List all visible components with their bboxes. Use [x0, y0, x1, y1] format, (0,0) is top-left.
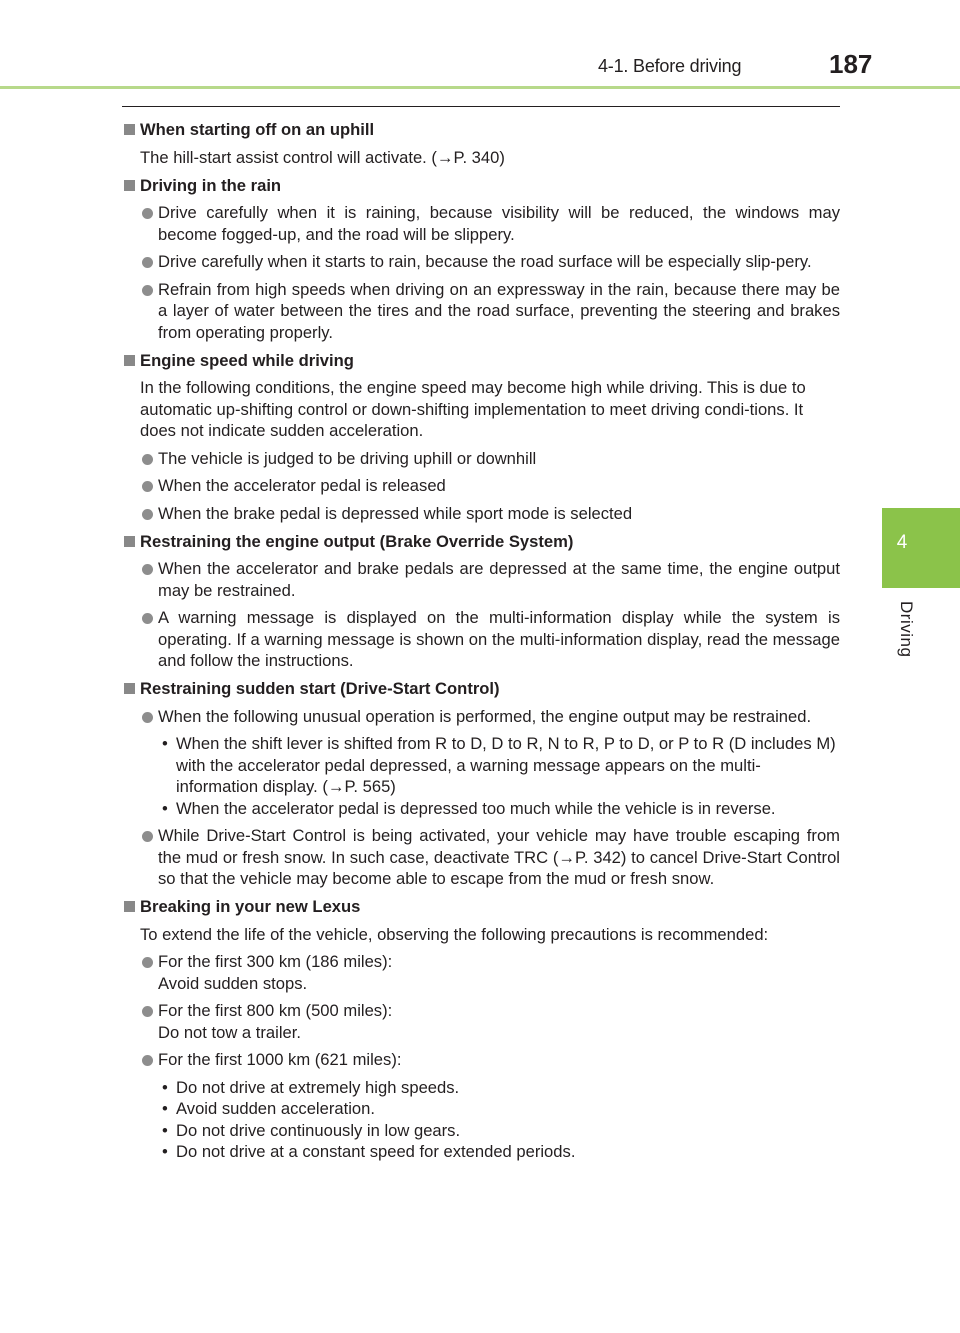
circle-bullet-icon: [142, 831, 153, 842]
section-paragraph: In the following conditions, the engine speed may become high while driving. This is due to automatic up-shifting control or down-shifting implementation to meet driving condi-tions. It does not indicate sudden acceleration.: [140, 378, 806, 440]
list-item: When the accelerator and brake pedals are depressed at the same time, the engine output may be restrained.: [122, 558, 840, 601]
circle-bullet-icon: [142, 285, 153, 296]
circle-bullet-icon: [142, 1055, 153, 1066]
square-bullet-icon: [124, 683, 135, 694]
section-header: 4-1. Before driving: [598, 56, 742, 76]
list-item: Drive carefully when it is raining, because visibility will be reduced, the windows may become fogged-up, and the road will be slippery.: [122, 202, 840, 245]
section-paragraph: The hill-start assist control will activate. (→P. 340): [140, 147, 505, 167]
square-bullet-icon: [124, 536, 135, 547]
page-content: [122, 119, 840, 1169]
circle-bullet-icon: [142, 208, 153, 219]
section-title: When starting off on an uphill: [122, 119, 840, 141]
section-uphill: [122, 119, 840, 168]
list-item: Drive carefully when it starts to rain, because the road surface will be especially slip-pery.: [122, 251, 840, 273]
circle-bullet-icon: [142, 1006, 153, 1017]
small-dot-icon: •: [162, 798, 168, 818]
square-bullet-icon: [124, 124, 135, 135]
list-item: The vehicle is judged to be driving uphill or downhill: [122, 448, 840, 470]
section-paragraph: To extend the life of the vehicle, observing the following precautions is recommended:: [140, 924, 769, 944]
square-bullet-icon: [124, 901, 135, 912]
sub-list: [122, 733, 840, 819]
section-title: Driving in the rain: [122, 175, 840, 197]
chapter-number: 4: [896, 532, 908, 553]
list-item: When the brake pedal is depressed while sport mode is selected: [122, 503, 840, 525]
section-title: Engine speed while driving: [122, 350, 840, 372]
sub-list-item: • When the shift lever is shifted from R to D, D to R, N to R, P to D, or P to R (D includes M) with the accelerator pedal depressed, a warning message appears on the multi-information display. (→P. 565): [162, 734, 836, 796]
circle-bullet-icon: [142, 613, 153, 624]
list-item: A warning message is displayed on the multi-information display while the system is operating. If a warning message is shown on the multi-information display, read the message and follow the instructions.: [122, 607, 840, 672]
square-bullet-icon: [124, 180, 135, 191]
section-title: Breaking in your new Lexus: [122, 896, 840, 918]
small-dot-icon: •: [162, 1099, 168, 1118]
square-bullet-icon: [124, 355, 135, 366]
small-dot-icon: •: [162, 1077, 168, 1097]
list-item: For the first 1000 km (621 miles):: [122, 1049, 840, 1071]
sub-list-item: • Avoid sudden acceleration.: [162, 1099, 375, 1118]
section-title: Restraining the engine output (Brake Override System): [122, 531, 840, 553]
small-dot-icon: •: [162, 1120, 168, 1140]
list-item: While Drive-Start Control is being activated, your vehicle may have trouble escaping from the mud or fresh snow. In such case, deactivate TRC (→P. 342) to cancel Drive-Start Control so that the vehicle may become able to escape from the mud or fresh snow.: [122, 825, 840, 890]
sub-list-item: • Do not drive at extremely high speeds.: [162, 1077, 460, 1097]
section-rain: [122, 175, 840, 344]
list-item: Refrain from high speeds when driving on an expressway in the rain, because there may be a layer of water between the tires and the road surface, preventing the steering and brakes from operating properly.: [122, 279, 840, 344]
sub-list-item: • Do not drive continuously in low gears.: [162, 1120, 461, 1140]
section-break-in: [122, 896, 840, 1163]
content-top-rule: [122, 106, 840, 107]
section-drive-start: [122, 678, 840, 890]
list-item: When the accelerator pedal is released: [122, 475, 840, 497]
section-engine-speed: [122, 350, 840, 525]
sub-list-item: • Do not drive at a constant speed for extended periods.: [162, 1142, 576, 1161]
circle-bullet-icon: [142, 564, 153, 575]
chapter-tab[interactable]: [882, 508, 960, 588]
chapter-label: Driving: [897, 601, 916, 658]
sub-list-item: • When the accelerator pedal is depressed too much while the vehicle is in reverse.: [162, 798, 776, 818]
small-dot-icon: •: [162, 734, 168, 753]
page-number: 187: [829, 49, 873, 79]
sub-list: [122, 1077, 840, 1163]
circle-bullet-icon: [142, 957, 153, 968]
small-dot-icon: •: [162, 1142, 168, 1161]
section-brake-override: [122, 531, 840, 672]
circle-bullet-icon: [142, 712, 153, 723]
list-item: For the first 300 km (186 miles): Avoid sudden stops.: [122, 951, 840, 994]
circle-bullet-icon: [142, 509, 153, 520]
header-rule: [0, 86, 960, 89]
circle-bullet-icon: [142, 481, 153, 492]
list-item: When the following unusual operation is performed, the engine output may be restrained.: [122, 706, 840, 728]
section-title: Restraining sudden start (Drive-Start Control): [122, 678, 840, 700]
circle-bullet-icon: [142, 454, 153, 465]
list-item: For the first 800 km (500 miles): Do not tow a trailer.: [122, 1000, 840, 1043]
circle-bullet-icon: [142, 257, 153, 268]
